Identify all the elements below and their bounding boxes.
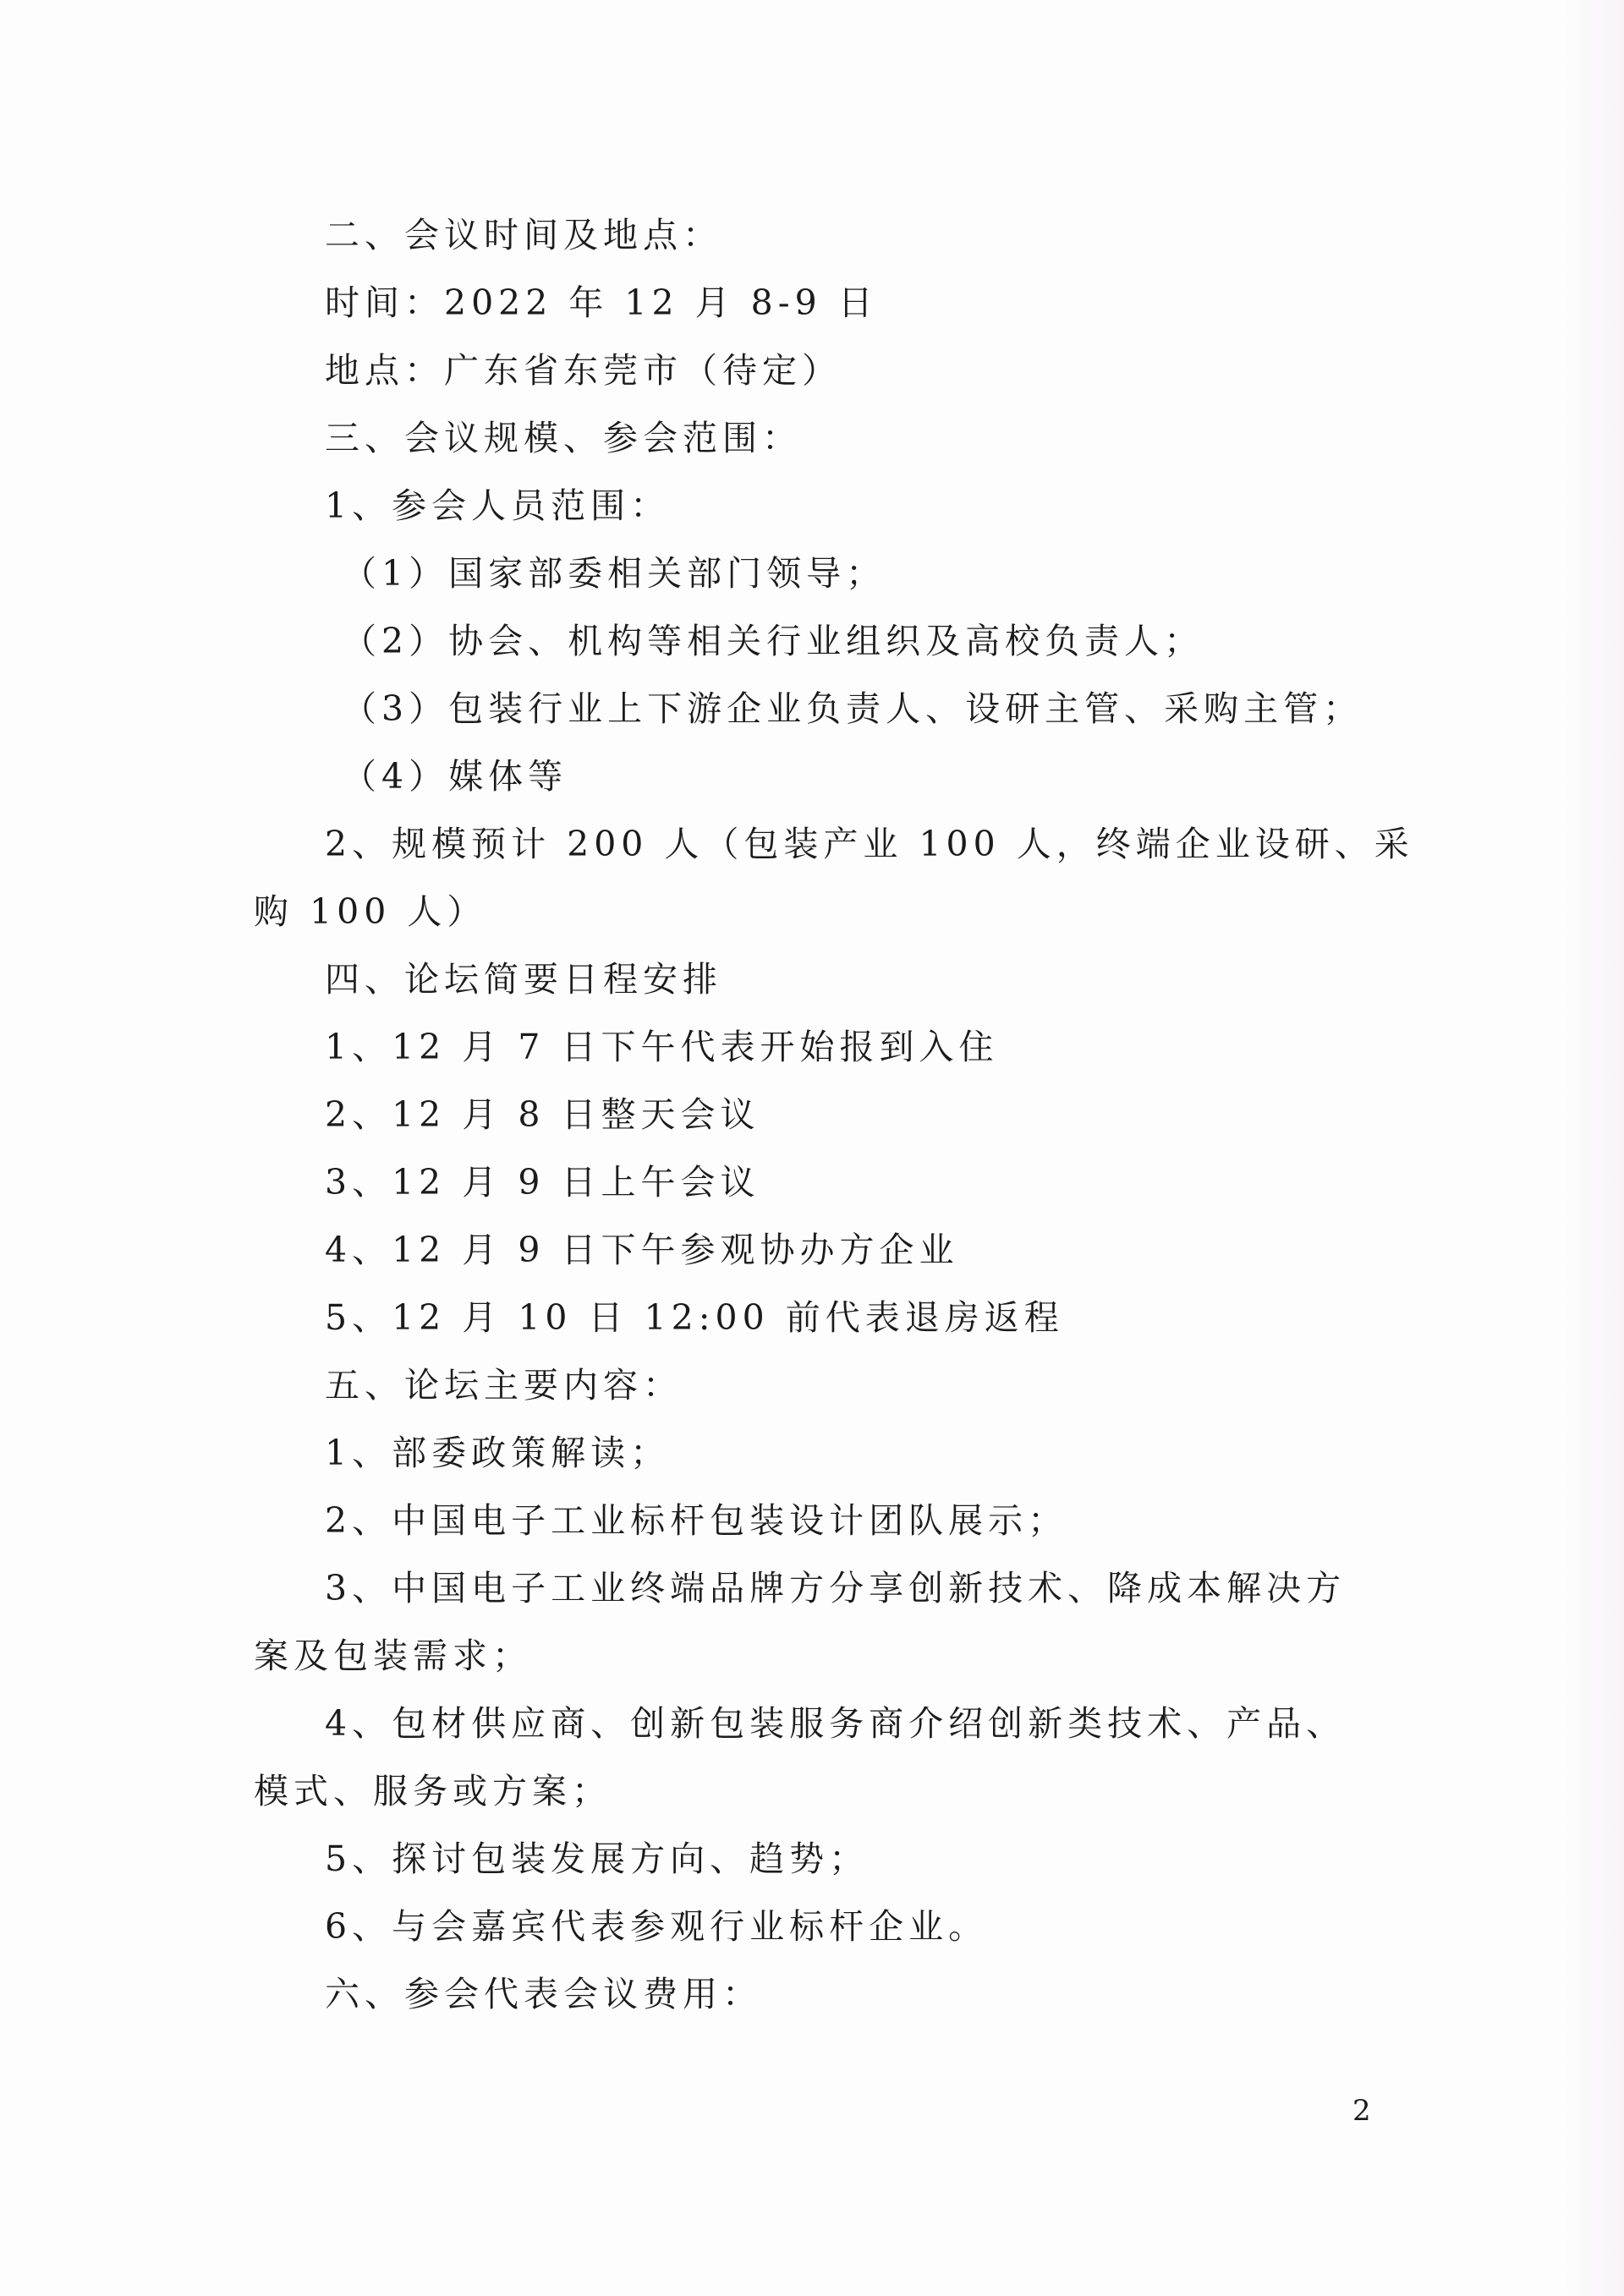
schedule-item: 5、12 月 10 日 12:00 前代表退房返程 [325,1297,1064,1338]
attendee-scope-item: （1）国家部委相关部门领导； [342,553,886,594]
meeting-time: 时间：2022 年 12 月 8-9 日 [325,282,878,323]
attendee-scope-item: （3）包装行业上下游企业负责人、设研主管、采购主管； [342,688,1363,729]
content-item: 3、中国电子工业终端品牌方分享创新技术、降成本解决方 [325,1568,1347,1608]
content-item: 5、探讨包装发展方向、趋势； [325,1838,870,1879]
scale-estimate: 2、规模预计 200 人（包装产业 100 人，终端企业设研、采 [325,824,1414,864]
content-item: 2、中国电子工业标杆包装设计团队展示； [325,1500,1068,1541]
schedule-item: 4、12 月 9 日下午参观协办方企业 [325,1230,959,1270]
content-item-continued: 模式、服务或方案； [254,1771,612,1811]
heading-meeting-time-place: 二、会议时间及地点： [325,215,722,255]
scan-edge-shading [1565,0,1624,2296]
meeting-place: 地点：广东省东莞市（待定） [325,350,842,391]
attendee-scope-item: （2）协会、机构等相关行业组织及高校负责人； [342,621,1204,661]
schedule-item: 2、12 月 8 日整天会议 [325,1094,760,1135]
heading-meeting-fees: 六、参会代表会议费用： [325,1974,762,2014]
attendee-scope-item: （4）媒体等 [342,756,568,797]
scale-estimate-continued: 购 100 人） [254,891,487,932]
attendee-scope-title: 1、参会人员范围： [325,485,671,526]
heading-schedule: 四、论坛简要日程安排 [325,959,722,1000]
heading-main-content: 五、论坛主要内容： [325,1365,683,1406]
content-item-continued: 案及包装需求； [254,1636,532,1676]
page-number: 2 [1352,2094,1371,2128]
content-item: 1、部委政策解读； [325,1433,671,1473]
content-item: 4、包材供应商、创新包装服务商介绍创新类技术、产品、 [325,1703,1347,1744]
schedule-item: 1、12 月 7 日下午代表开始报到入住 [325,1027,999,1067]
content-item: 6、与会嘉宾代表参观行业标杆企业。 [325,1906,989,1947]
document-body [254,201,1414,2028]
heading-meeting-scale: 三、会议规模、参会范围： [325,418,802,458]
schedule-item: 3、12 月 9 日上午会议 [325,1162,760,1203]
